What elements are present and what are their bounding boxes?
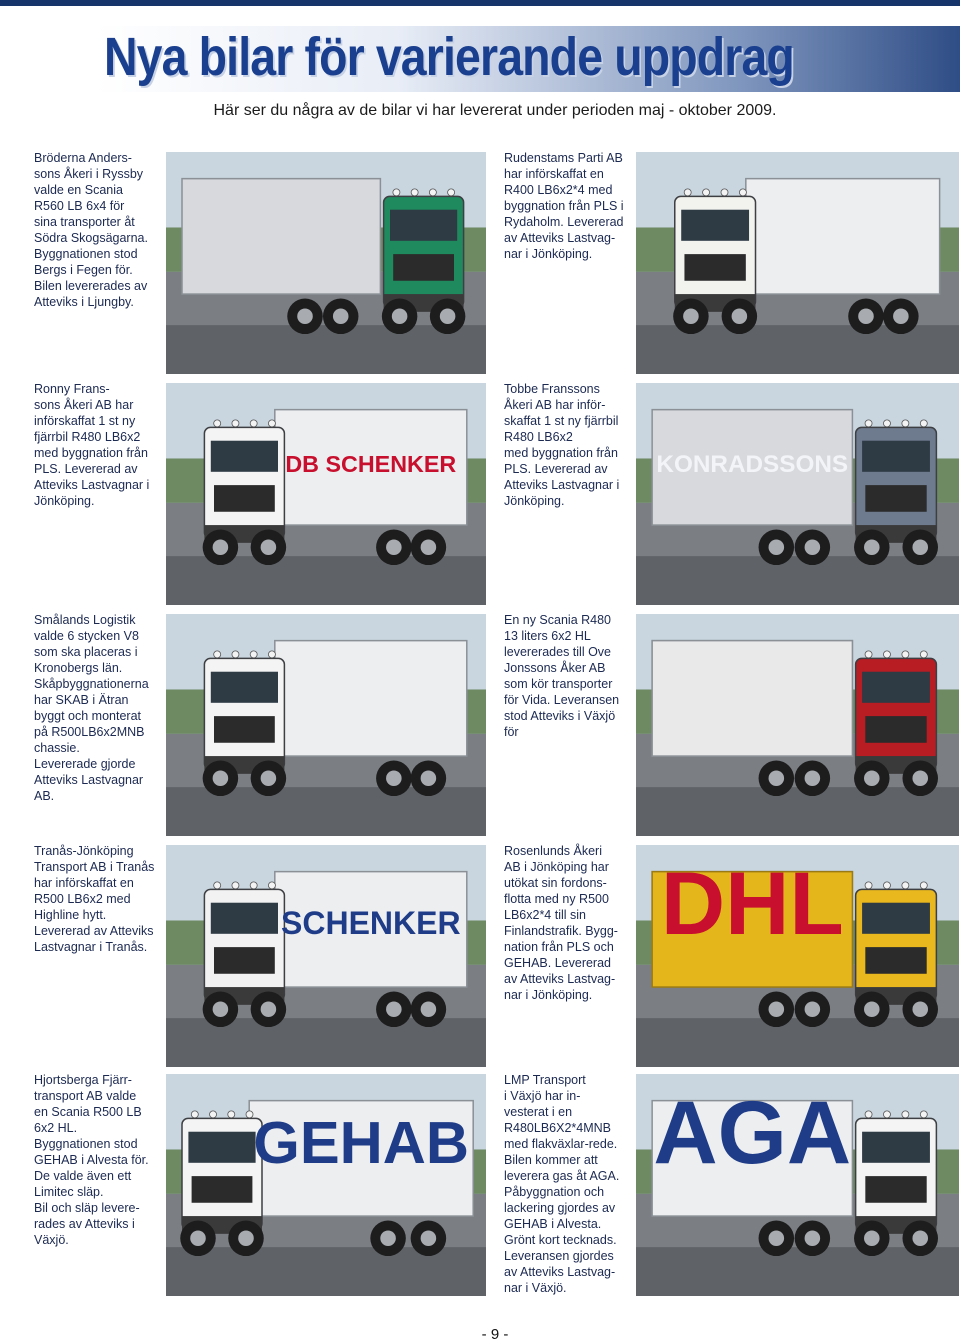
top-rule bbox=[0, 0, 960, 6]
photo-7 bbox=[166, 845, 486, 1067]
photo-1 bbox=[166, 152, 486, 374]
grey-konradssons-truck-photo bbox=[636, 383, 959, 605]
caption-7: Tranås-Jönköping Transport AB i Tranås har införskaffat en R500 LB6x2 med Highline hytt. Levererad av Atteviks Lastvagnar i Tranås. bbox=[34, 844, 155, 954]
photo-10 bbox=[636, 1074, 959, 1296]
photo-9 bbox=[166, 1074, 486, 1296]
caption-6: En ny Scania R480 13 liters 6x2 HL levererades till Ove Jonssons Åker AB som kör transporter för Vida. Leveransen stod Atteviks i Växjö för bbox=[504, 613, 620, 739]
yellow-dhl-truck-photo bbox=[636, 845, 959, 1067]
red-scania-truck-photo bbox=[636, 614, 959, 836]
white-box-truck-photo bbox=[636, 152, 959, 374]
truck-livery-text: SCHENKER bbox=[281, 904, 461, 941]
caption-1: Bröderna Anders- sons Åkeri i Ryssby valde en Scania R560 LB 6x4 för sina transporter åt Södra Skogsägarna. Byggnationen stod Bergs i Fegen för. Bilen levererades av Atteviks i Ljungby. bbox=[34, 151, 148, 309]
photo-8 bbox=[636, 845, 959, 1067]
caption-2: Rudenstams Parti AB har införskaffat en R400 LB6x2*4 med byggnation från PLS i Rydaholm. Levererad av Atteviks Lastvag- nar i Jönköping. bbox=[504, 151, 624, 261]
truck-livery-text: DHL bbox=[660, 852, 844, 953]
truck-livery-text: KONRADSSONS bbox=[656, 450, 849, 478]
page-title: Nya bilar för varierande uppdrag bbox=[104, 27, 794, 87]
truck-livery-text: AGA bbox=[653, 1081, 852, 1182]
db-schenker-truck-photo bbox=[166, 383, 486, 605]
truck-and-trailer-photo bbox=[166, 1074, 486, 1296]
photo-2 bbox=[636, 152, 959, 374]
truck-livery-text: DB SCHENKER bbox=[285, 450, 457, 477]
photo-5 bbox=[166, 614, 486, 836]
page-subtitle: Här ser du några av de bilar vi har levererat under perioden maj - oktober 2009. bbox=[213, 102, 777, 119]
schenker-white-truck-photo bbox=[166, 845, 486, 1067]
green-timber-truck-photo bbox=[166, 152, 486, 374]
caption-9: Hjortsberga Fjärr- transport AB valde en Scania R500 LB 6x2 HL. Byggnationen stod GEHAB i Alvesta för. De valde även ett Limitec släp. Bil och släp levere- rades av Atteviks i Växjö. bbox=[34, 1073, 149, 1247]
caption-10: LMP Transport i Växjö har in- vesterat i en R480LB6X2*4MNB med flakväxlar-rede. Bilen kommer att leverera gas åt AGA. Påbyggnation och lackering gjordes av GEHAB i Alvesta. Grönt kort tecknads. Leveransen gjordes av Atteviks Lastvag- nar i Växjö. bbox=[504, 1073, 620, 1295]
page-number: - 9 - bbox=[481, 1326, 509, 1343]
truck-livery-text: GEHAB bbox=[253, 1108, 469, 1176]
photo-3 bbox=[166, 383, 486, 605]
photo-6 bbox=[636, 614, 959, 836]
photo-4 bbox=[636, 383, 959, 605]
caption-4: Tobbe Franssons Åkeri AB har inför- skaffat 1 st ny fjärrbil R480 LB6x2 med byggnation från PLS. Levererad av Atteviks Lastvagnar i Jönköping. bbox=[504, 382, 620, 508]
aga-gas-truck-photo bbox=[636, 1074, 959, 1296]
white-lynx-truck-photo bbox=[166, 614, 486, 836]
caption-3: Ronny Frans- sons Åkeri AB har införskaffat 1 st ny fjärrbil R480 LB6x2 med byggnation från PLS. Levererad av Atteviks Lastvagnar i Jönköping. bbox=[34, 382, 150, 508]
caption-5: Smålands Logistik valde 6 stycken V8 som ska placeras i Kronobergs län. Skåpbyggnationerna har SKAB i Ätran byggt och monterat på R500LB6x2MNB chassie. Levererade gjorde Atteviks Lastvagnar AB. bbox=[34, 613, 149, 803]
caption-8: Rosenlunds Åkeri AB i Jönköping har utökat sin fordons- flotta med ny R500 LB6x2*4 till sin Finlandstrafik. Bygg- nation från PLS och GEHAB. Levererad av Atteviks Lastvag- nar i Jönköping. bbox=[504, 844, 618, 1002]
